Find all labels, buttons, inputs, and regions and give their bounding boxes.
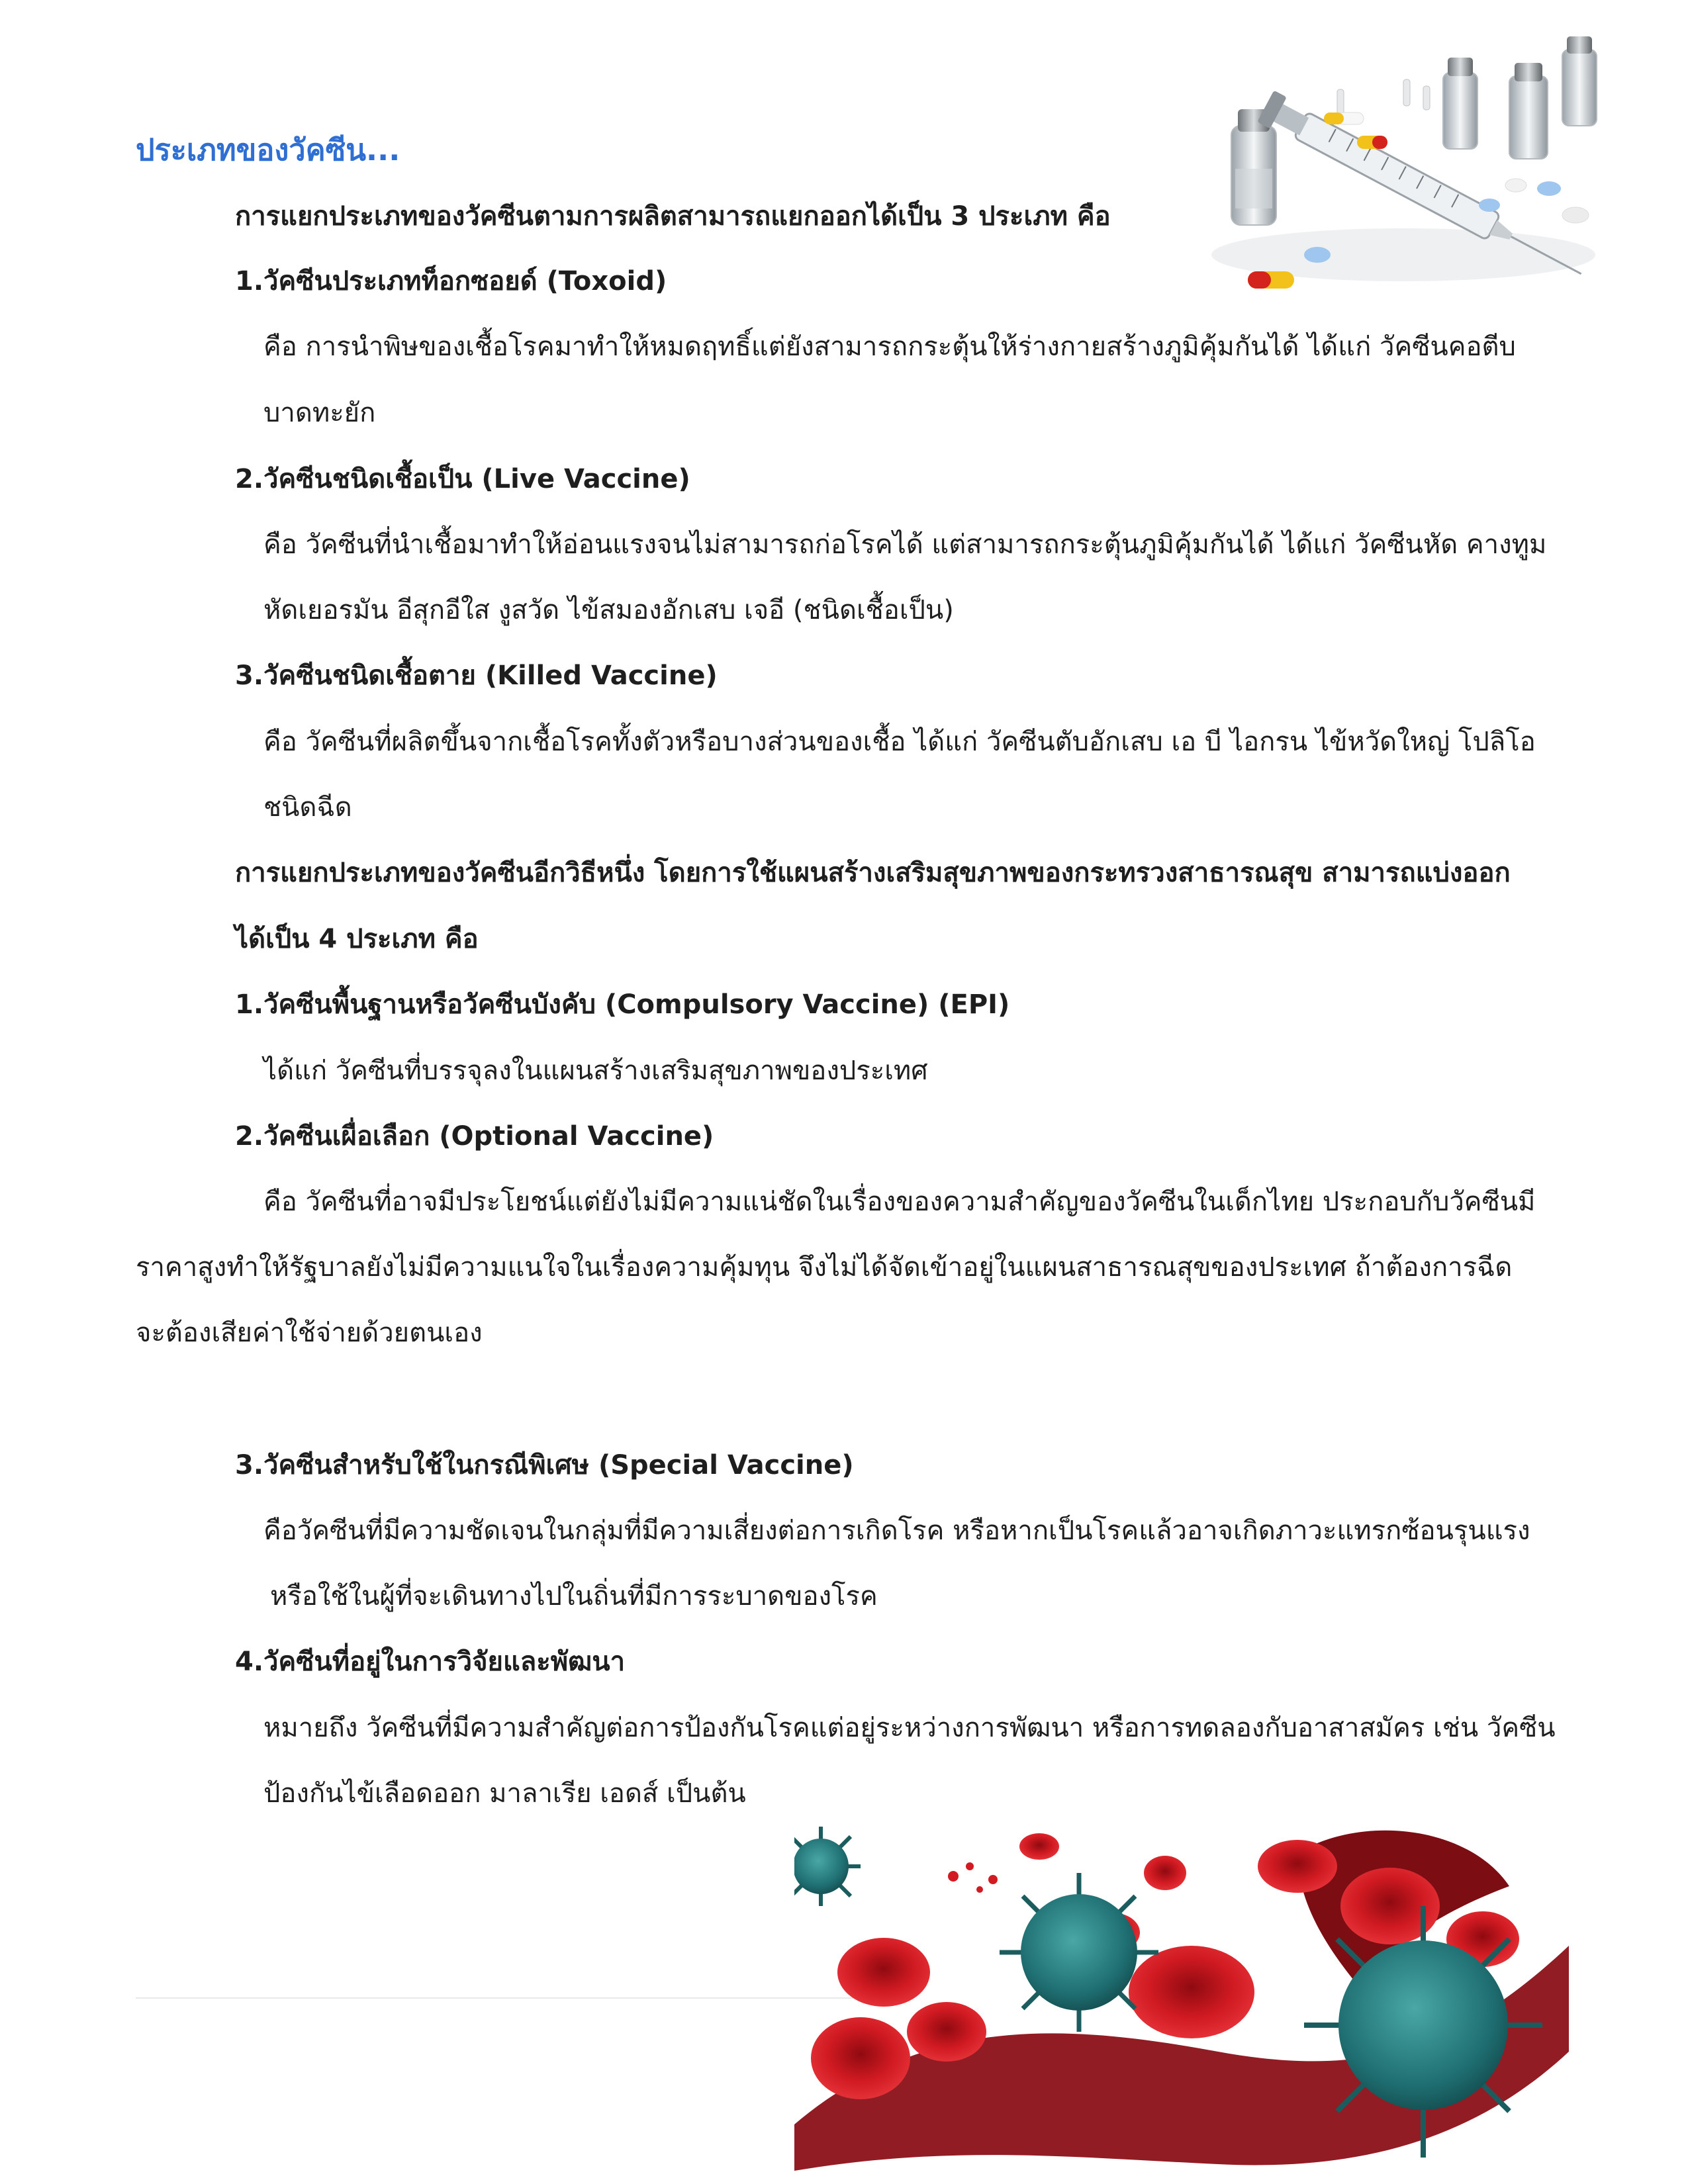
s2-item3-heading: 3.วัคซีนสำหรับใช้ในกรณีพิเศษ (Special Vaccine)	[235, 1450, 854, 1480]
s1-item3-heading: 3.วัคซีนชนิดเชื้อตาย (Killed Vaccine)	[235, 660, 718, 691]
page-title: ประเภทของวัคซีน...	[136, 132, 400, 167]
s2-item3-desc-line: หรือใช้ในผู้ที่จะเดินทางไปในถิ่นที่มีการระบาดของโรค	[270, 1581, 878, 1612]
red-blood-cell-icon	[811, 2017, 910, 2099]
red-blood-cell-icon	[907, 2002, 986, 2062]
s1-item3-desc-line: ชนิดฉีด	[263, 792, 352, 823]
s2-item3-desc-line: คือวัคซีนที่มีความชัดเจนในกลุ่มที่มีความเสี่ยงต่อการเกิดโรค หรือหากเป็นโรคแล้วอาจเกิดภาวะแทรกซ้อนรุนแรง	[263, 1516, 1530, 1546]
s2-item4-heading: 4.วัคซีนที่อยู่ในการวิจัยและพัฒนา	[235, 1647, 626, 1677]
red-blood-cell-icon	[1258, 1840, 1337, 1893]
s2-item2-desc-line: จะต้องเสียค่าใช้จ่ายด้วยตนเอง	[136, 1318, 483, 1348]
vial-icon	[1509, 63, 1548, 159]
s1-item1-heading: 1.วัคซีนประเภทท็อกซอยด์ (Toxoid)	[235, 266, 667, 296]
red-blood-cell-icon	[1019, 1833, 1059, 1860]
pill-icon	[1248, 271, 1294, 289]
vial-icon	[1562, 36, 1597, 126]
section2-intro-line: ได้เป็น 4 ประเภท คือ	[235, 924, 479, 954]
virus-icon	[794, 1827, 861, 1906]
section2-intro-line: การแยกประเภทของวัคซีนอีกวิธีหนึ่ง โดยการใช้แผนสร้างเสริมสุขภาพของกระทรวงสาธารณสุข สามารถแบ่งออก	[235, 858, 1511, 888]
s2-item2-desc-line: คือ วัคซีนที่อาจมีประโยชน์แต่ยังไม่มีความแน่ชัดในเรื่องของความสำคัญของวัคซีนในเด็กไทย ประกอบกับวัคซีนมี	[263, 1187, 1536, 1217]
section1-intro: การแยกประเภทของวัคซีนตามการผลิตสามารถแยกออกได้เป็น 3 ประเภท คือ	[235, 201, 1111, 232]
red-blood-cell-icon	[837, 1938, 930, 2007]
s1-item1-desc-line: คือ การนำพิษของเชื้อโรคมาทำให้หมดฤทธิ์แต่ยังสามารถกระตุ้นให้ร่างกายสร้างภูมิคุ้มกันได้ ได้แก่ วัคซีนคอตีบ	[263, 332, 1516, 362]
vial-icon	[1443, 58, 1477, 149]
s2-item1-heading: 1.วัคซีนพื้นฐานหรือวัคซีนบังคับ (Compulsory Vaccine) (EPI)	[235, 989, 1010, 1020]
s2-item1-desc-line: ได้แก่ วัคซีนที่บรรจุลงในแผนสร้างเสริมสุขภาพของประเทศ	[263, 1056, 928, 1086]
s1-item2-desc-line: คือ วัคซีนที่นำเชื้อมาทำให้อ่อนแรงจนไม่สามารถก่อโรคได้ แต่สามารถกระตุ้นภูมิคุ้มกันได้ ได้แก่ วัคซีนหัด คางทูม	[263, 529, 1547, 560]
s2-item2-desc-line: ราคาสูงทำให้รัฐบาลยังไม่มีความแนใจในเรื่องความคุ้มทุน จึงไม่ได้จัดเข้าอยู่ในแผนสาธารณสุขของประเทศ ถ้าต้องการฉีด	[136, 1252, 1513, 1283]
s1-item2-desc-line: หัดเยอรมัน อีสุกอีใส งูสวัด ไข้สมองอักเสบ เจอี (ชนิดเชื้อเป็น)	[263, 595, 954, 625]
s1-item2-heading: 2.วัคซีนชนิดเชื้อเป็น (Live Vaccine)	[235, 464, 690, 494]
red-blood-cell-icon	[1129, 1946, 1254, 2038]
red-blood-cell-icon	[1144, 1856, 1186, 1890]
vaccine-syringe-illustration	[1205, 36, 1628, 301]
divider	[136, 1997, 897, 1999]
s2-item4-desc-line: หมายถึง วัคซีนที่มีความสำคัญต่อการป้องกันโรคแต่อยู่ระหว่างการพัฒนา หรือการทดลองกับอาสาสมัคร เช่น วัคซีน	[263, 1713, 1556, 1743]
s1-item3-desc-line: คือ วัคซีนที่ผลิตขึ้นจากเชื้อโรคทั้งตัวหรือบางส่วนของเชื้อ ได้แก่ วัคซีนตับอักเสบ เอ บี ไอกรน ไข้หวัดใหญ่ โปลิโอ	[263, 727, 1536, 757]
s2-item2-heading: 2.วัคซีนเผื่อเลือก (Optional Vaccine)	[235, 1121, 714, 1152]
virus-icon	[1000, 1873, 1158, 2032]
virus-blood-cells-illustration	[794, 1774, 1628, 2181]
s1-item1-desc-line: บาดทะยัก	[263, 398, 376, 428]
pill-icon	[1324, 113, 1364, 124]
pill-icon	[1357, 136, 1387, 149]
s2-item4-desc-line: ป้องกันไข้เลือดออก มาลาเรีย เอดส์ เป็นต้น	[263, 1778, 746, 1809]
